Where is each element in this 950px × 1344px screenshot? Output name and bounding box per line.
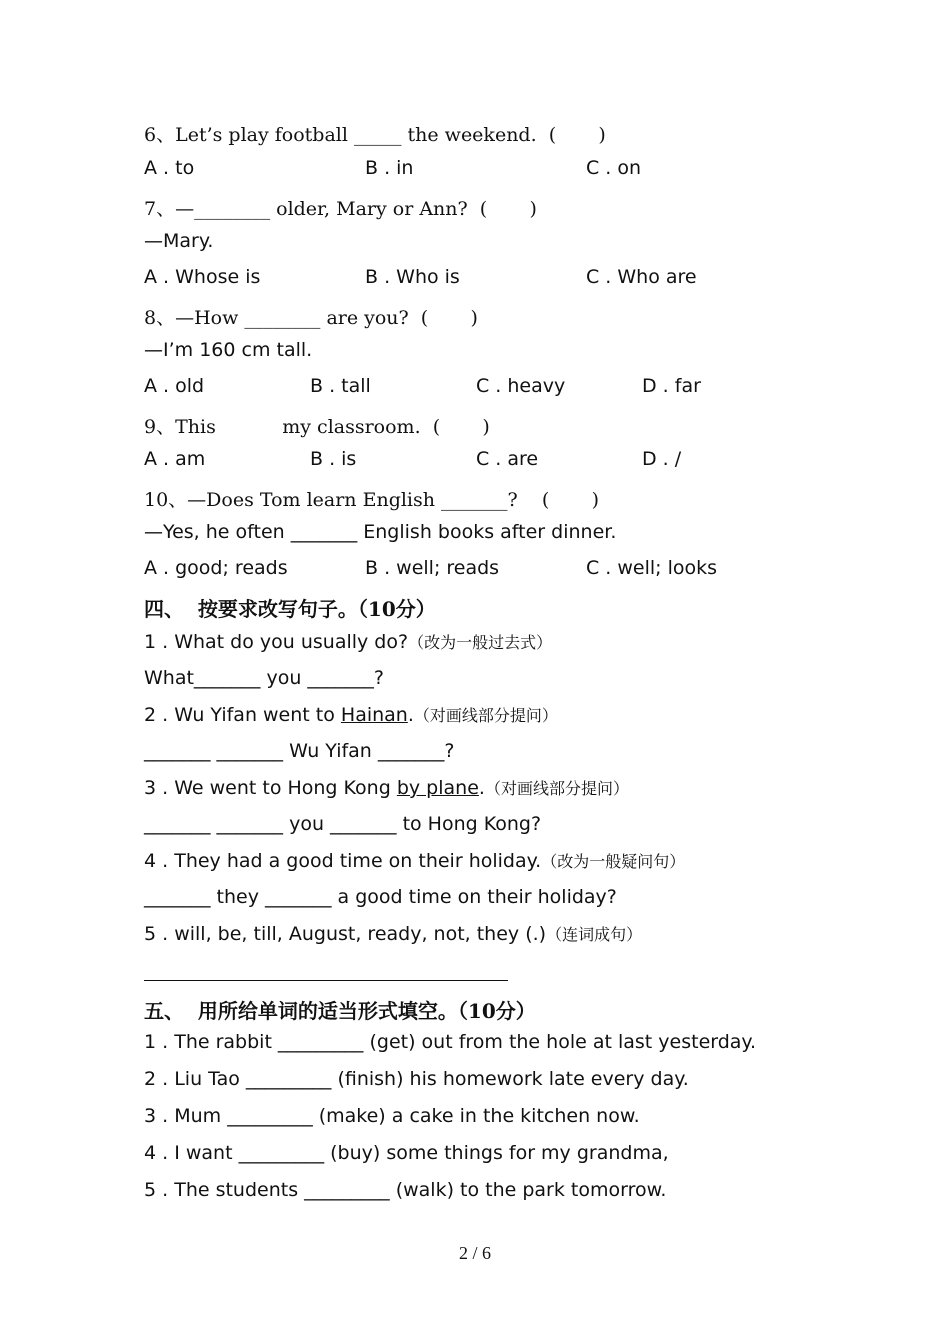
- instruction-note: （对画线部分提问）: [413, 706, 558, 725]
- question-7-reply: —Mary.: [144, 230, 214, 252]
- question-9-stem: 9、This my classroom. ( ): [144, 416, 490, 438]
- rewrite-item-3: 3 . We went to Hong Kong by plane.（对画线部分提问）: [144, 777, 629, 799]
- fill-item-3: 3 . Mum _________ (make) a cake in the kitchen now.: [144, 1105, 640, 1127]
- rewrite-item-4: 4 . They had a good time on their holiday.（改为一般疑问句）: [144, 850, 686, 872]
- rewrite-answer-1: What_______ you _______?: [144, 667, 384, 689]
- question-8-reply: —I’m 160 cm tall.: [144, 339, 313, 361]
- question-9-option-c: C . are: [476, 448, 539, 470]
- question-9-option-b: B . is: [310, 448, 357, 470]
- question-9-option-d: D . /: [642, 448, 682, 470]
- fill-item-4: 4 . I want _________ (buy) some things for my grandma,: [144, 1142, 669, 1164]
- question-8-stem: 8、—How ________ are you? ( ): [144, 307, 478, 329]
- answer-blank-line: [144, 980, 508, 981]
- question-8-option-c: C . heavy: [476, 375, 566, 397]
- underlined-phrase: Hainan: [340, 704, 408, 726]
- question-8-option-b: B . tall: [310, 375, 371, 397]
- question-7-option-b: B . Who is: [365, 266, 460, 288]
- fill-item-5: 5 . The students _________ (walk) to the park tomorrow.: [144, 1179, 667, 1201]
- fill-item-1: 1 . The rabbit _________ (get) out from the hole at last yesterday.: [144, 1031, 757, 1053]
- question-6-option-c: C . on: [586, 157, 642, 179]
- question-7-option-a: A . Whose is: [144, 266, 261, 288]
- rewrite-item-5: 5 . will, be, till, August, ready, not, they (.)（连词成句）: [144, 923, 643, 945]
- instruction-note: （连词成句）: [546, 925, 643, 944]
- question-10-stem: 10、—Does Tom learn English _______? ( ): [144, 489, 599, 511]
- question-10-option-b: B . well; reads: [365, 557, 500, 579]
- section-4-heading: 四、 按要求改写句子。（10分）: [144, 597, 436, 621]
- instruction-note: （改为一般过去式）: [408, 633, 553, 652]
- rewrite-item-2: 2 . Wu Yifan went to Hainan.（对画线部分提问）: [144, 704, 558, 726]
- question-6-option-b: B . in: [365, 157, 414, 179]
- question-8-option-d: D . far: [642, 375, 701, 397]
- question-10-reply: —Yes, he often _______ English books after dinner.: [144, 521, 617, 543]
- underlined-phrase: by plane: [396, 777, 479, 799]
- rewrite-item-1: 1 . What do you usually do?（改为一般过去式）: [144, 631, 553, 653]
- rewrite-answer-3: _______ _______ you _______ to Hong Kong?: [144, 813, 542, 835]
- question-6-stem: 6、Let’s play football _____ the weekend. ( ): [144, 124, 606, 146]
- question-9-option-a: A . am: [144, 448, 206, 470]
- page-number: 2 / 6: [458, 1243, 491, 1263]
- fill-item-2: 2 . Liu Tao _________ (finish) his homework late every day.: [144, 1068, 689, 1090]
- instruction-note: （对画线部分提问）: [484, 779, 629, 798]
- instruction-note: （改为一般疑问句）: [541, 852, 686, 871]
- rewrite-answer-4: _______ they _______ a good time on their holiday?: [144, 886, 617, 908]
- section-5-heading: 五、 用所给单词的适当形式填空。（10分）: [144, 999, 536, 1023]
- question-8-option-a: A . old: [144, 375, 205, 397]
- rewrite-answer-2: _______ _______ Wu Yifan _______?: [144, 740, 455, 762]
- question-6-option-a: A . to: [144, 157, 195, 179]
- question-10-option-a: A . good; reads: [144, 557, 288, 579]
- question-7-stem: 7、—________ older, Mary or Ann? ( ): [144, 198, 537, 220]
- question-10-option-c: C . well; looks: [586, 557, 718, 579]
- question-7-option-c: C . Who are: [586, 266, 697, 288]
